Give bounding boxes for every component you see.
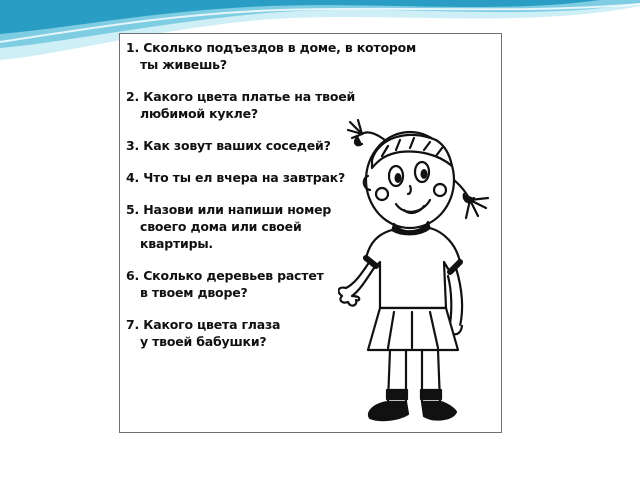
hand-left <box>339 288 360 306</box>
question-4-line1: 4. Что ты ел вчера на завтрак? <box>126 170 346 185</box>
question-5-line1: 5. Назови или напиши номер <box>126 202 332 217</box>
question-2-line2: любимой кукле? <box>140 106 258 121</box>
worksheet-card <box>119 33 502 433</box>
question-5-line3: квартиры. <box>140 236 213 251</box>
shoe-right <box>422 402 456 419</box>
question-1 <box>126 39 416 73</box>
question-3-line1: 3. Как зовут ваших соседей? <box>126 138 331 153</box>
shoe-left <box>369 402 408 420</box>
question-6-line2: в твоем дворе? <box>140 285 248 300</box>
question-1-line2: ты живешь? <box>140 57 227 72</box>
question-1-line1: 1. Сколько подъездов в доме, в котором <box>126 40 416 55</box>
arm-right <box>456 268 462 326</box>
question-7-line2: у твоей бабушки? <box>140 334 267 349</box>
question-2-line1: 2. Какого цвета платье на твоей <box>126 89 356 104</box>
question-6-line1: 6. Сколько деревьев растет <box>126 268 324 283</box>
question-7-line1: 7. Какого цвета глаза <box>126 317 281 332</box>
girl-cartoon-illustration <box>338 112 498 428</box>
shirt <box>366 228 460 308</box>
arm-left <box>346 264 368 288</box>
question-5-line2: своего дома или своей <box>140 219 302 234</box>
